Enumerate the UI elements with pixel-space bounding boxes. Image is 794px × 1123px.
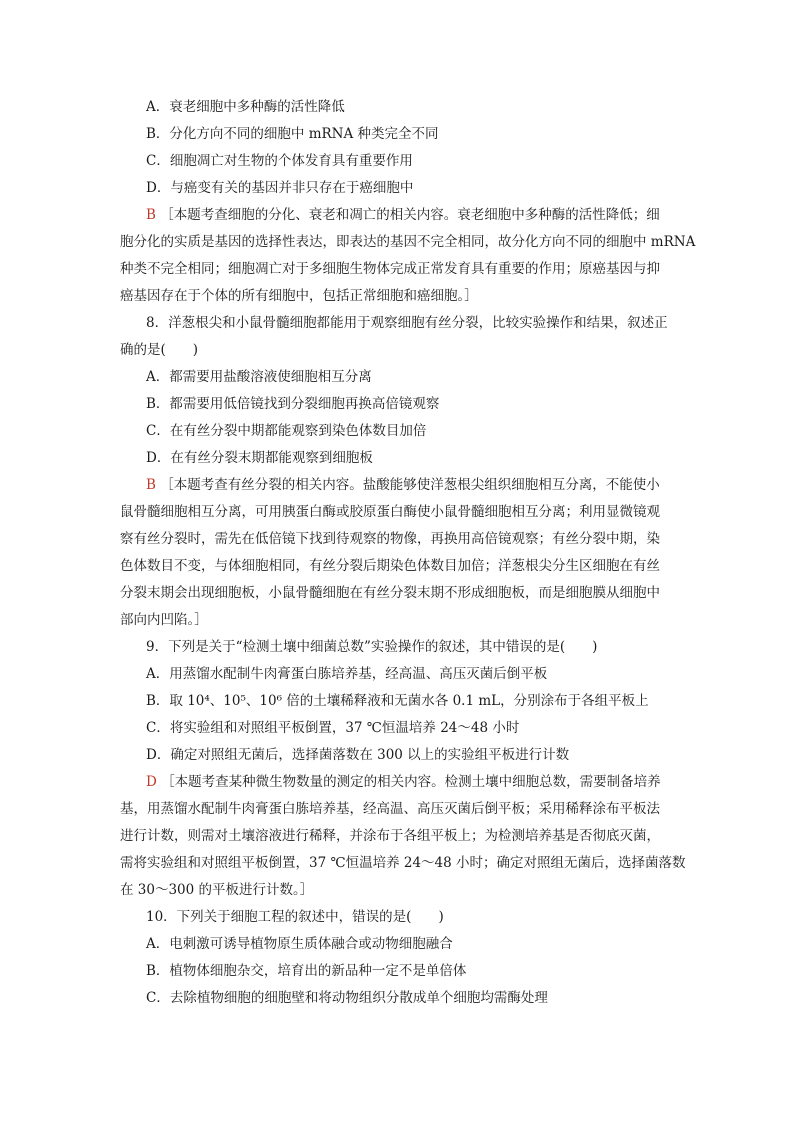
q8-explanation-1: ［本题考查有丝分裂的相关内容。盐酸能够使洋葱根尖组织细胞相互分离，不能使小 bbox=[160, 477, 660, 493]
q8-stem-1: 8．洋葱根尖和小鼠骨髓细胞都能用于观察细胞有丝分裂，比较实验操作和结果，叙述正 bbox=[146, 315, 668, 331]
q9-option-b: B．取 10⁴、10⁵、10⁶ 倍的土壤稀释液和无菌水各 0.1 mL，分别涂布于各组平板上 bbox=[146, 693, 649, 709]
q8-explanation-5: 分裂末期会出现细胞板，小鼠骨髓细胞在有丝分裂末期不形成细胞板，而是细胞膜从细胞中 bbox=[120, 585, 660, 601]
q8-explanation-3: 察有丝分裂时，需先在低倍镜下找到待观察的物像，再换用高倍镜观察；有丝分裂中期，染 bbox=[120, 531, 660, 547]
q8-answer-letter: B bbox=[146, 477, 156, 493]
q7-answer-letter: B bbox=[146, 207, 156, 223]
q7-option-b: B．分化方向不同的细胞中 mRNA 种类完全不同 bbox=[146, 126, 439, 142]
q9-stem-1: 9．下列是关于“检测土壤中细菌总数”实验操作的叙述，其中错误的是( ) bbox=[146, 639, 598, 655]
q8-option-b: B．都需要用低倍镜找到分裂细胞再换高倍镜观察 bbox=[146, 396, 440, 412]
q7-explanation-1: ［本题考查细胞的分化、衰老和凋亡的相关内容。衰老细胞中多种酶的活性降低；细 bbox=[160, 207, 660, 223]
q8-explanation-6: 部向内凹陷。］ bbox=[120, 612, 208, 628]
q9-option-a: A．用蒸馏水配制牛肉膏蛋白胨培养基，经高温、高压灭菌后倒平板 bbox=[146, 666, 548, 682]
q9-answer-letter: D bbox=[146, 774, 157, 790]
q9-explanation-2: 基，用蒸馏水配制牛肉膏蛋白胨培养基，经高温、高压灭菌后倒平板；采用稀释涂布平板法 bbox=[120, 801, 660, 817]
q9-explanation-1: ［本题考查某种微生物数量的测定的相关内容。检测土壤中细胞总数，需要制备培养 bbox=[161, 774, 661, 790]
q7-option-a: A．衰老细胞中多种酶的活性降低 bbox=[146, 99, 345, 115]
q7-option-d: D．与癌变有关的基因并非只存在于癌细胞中 bbox=[146, 180, 414, 196]
q8-option-a: A．都需要用盐酸溶液使细胞相互分离 bbox=[146, 369, 372, 385]
q8-answer-line1 bbox=[146, 476, 660, 494]
q10-stem-1: 10．下列关于细胞工程的叙述中，错误的是( ) bbox=[146, 909, 444, 925]
q8-explanation-4: 色体数目不变，与体细胞相同，有丝分裂后期染色体数目加倍；洋葱根尖分生区细胞在有丝 bbox=[120, 558, 660, 574]
q7-option-c: C．细胞凋亡对生物的个体发育具有重要作用 bbox=[146, 153, 413, 169]
q8-option-d: D．在有丝分裂末期都能观察到细胞板 bbox=[146, 450, 373, 466]
q9-option-d: D．确定对照组无菌后，选择菌落数在 300 以上的实验组平板进行计数 bbox=[146, 747, 570, 763]
q10-option-b: B．植物体细胞杂交，培育出的新品种一定不是单倍体 bbox=[146, 963, 467, 979]
q7-explanation-2: 胞分化的实质是基因的选择性表达，即表达的基因不完全相同，故分化方向不同的细胞中 mRNA bbox=[120, 234, 696, 250]
q9-option-c: C．将实验组和对照组平板倒置，37 ℃恒温培养 24～48 小时 bbox=[146, 720, 520, 736]
q8-explanation-2: 鼠骨髓细胞相互分离，可用胰蛋白酶或胶原蛋白酶使小鼠骨髓细胞相互分离；利用显微镜观 bbox=[120, 504, 660, 520]
q8-stem-2: 确的是( ) bbox=[120, 342, 199, 358]
q9-explanation-5: 在 30～300 的平板进行计数。］ bbox=[120, 882, 314, 898]
q9-answer-line1 bbox=[146, 773, 661, 791]
q10-option-c: C．去除植物细胞的细胞壁和将动物组织分散成单个细胞均需酶处理 bbox=[146, 990, 548, 1006]
q9-explanation-4: 需将实验组和对照组平板倒置，37 ℃恒温培养 24～48 小时；确定对照组无菌后，选择菌落数 bbox=[120, 855, 686, 871]
q7-explanation-3: 种类不完全相同；细胞凋亡对于多细胞生物体完成正常发育具有重要的作用；原癌基因与抑 bbox=[120, 261, 660, 277]
q7-explanation-4: 癌基因存在于个体的所有细胞中，包括正常细胞和癌细胞。］ bbox=[120, 288, 478, 304]
q9-explanation-3: 进行计数，则需对土壤溶液进行稀释，并涂布于各组平板上；为检测培养基是否彻底灭菌， bbox=[120, 828, 660, 844]
q7-answer-line1 bbox=[146, 206, 660, 224]
q10-option-a: A．电刺激可诱导植物原生质体融合或动物细胞融合 bbox=[146, 936, 453, 952]
q8-option-c: C．在有丝分裂中期都能观察到染色体数目加倍 bbox=[146, 423, 427, 439]
